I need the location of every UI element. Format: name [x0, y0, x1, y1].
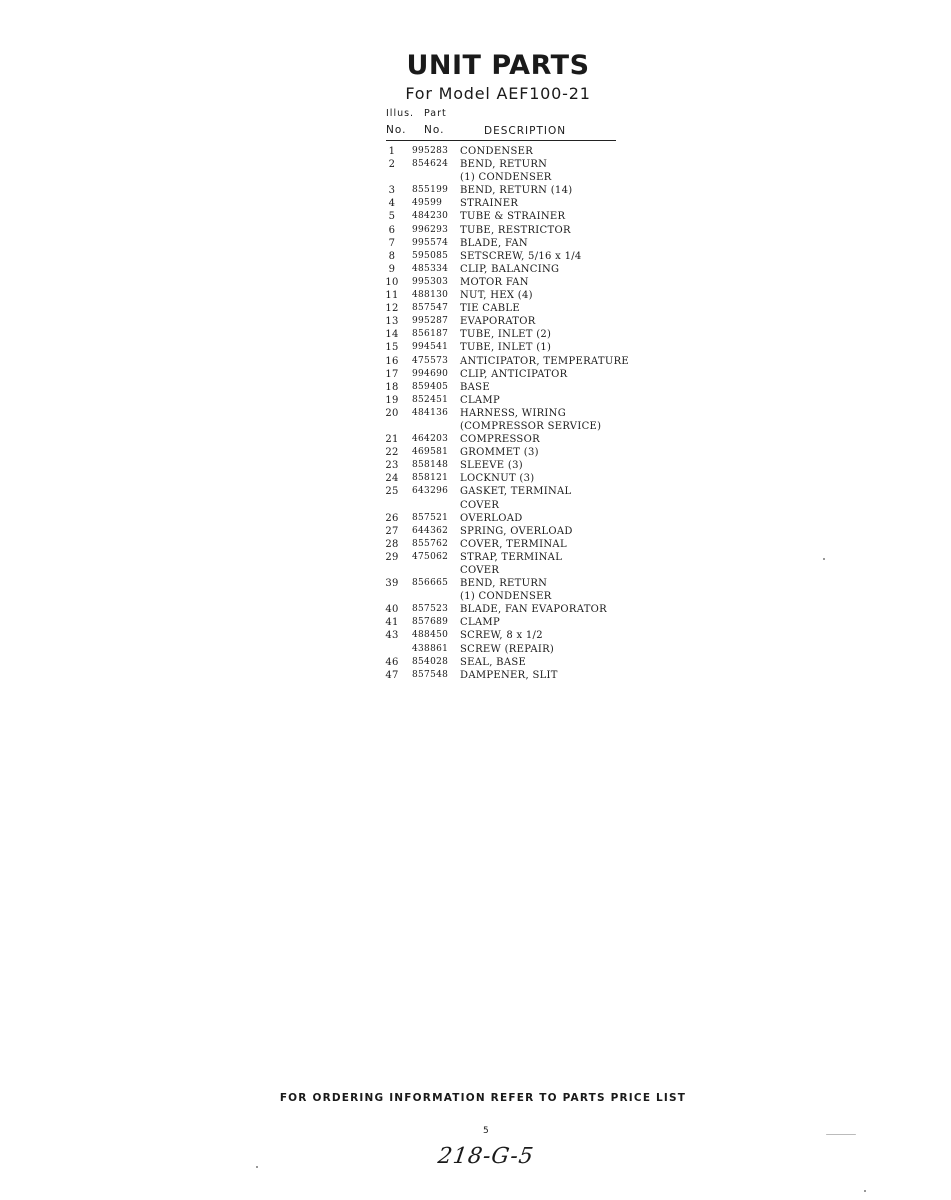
ordering-footer: FOR ORDERING INFORMATION REFER TO PARTS PRICE LIST: [279, 1092, 687, 1104]
illus-no: [380, 643, 404, 656]
description-header: DESCRIPTION: [484, 125, 567, 137]
illus-no: 10: [385, 276, 399, 288]
part-description: (COMPRESSOR SERVICE): [460, 420, 602, 432]
part-description: SLEEVE (3): [460, 460, 523, 472]
part-no: 994690: [412, 368, 449, 379]
page-title: UNIT PARTS: [406, 50, 590, 81]
part-description: COVER: [460, 499, 500, 511]
parts-row: [380, 237, 629, 250]
parts-row: [380, 210, 629, 223]
part-description: COVER, TERMINAL: [460, 538, 567, 550]
illus-no: [380, 564, 404, 577]
part-no: 488450: [412, 630, 449, 641]
illus-no: 43: [385, 630, 399, 642]
illus-no: 21: [385, 434, 399, 446]
parts-row: [380, 341, 629, 354]
part-no: 857523: [412, 604, 449, 615]
illus-no: [380, 499, 404, 512]
part-description: SETSCREW, 5/16 x 1/4: [460, 250, 582, 262]
scan-speck: [864, 1190, 866, 1192]
part-description: TUBE, RESTRICTOR: [460, 224, 571, 236]
part-no: 488130: [412, 290, 449, 301]
part-no: 644362: [412, 525, 449, 536]
parts-row: [380, 577, 629, 590]
parts-row: [380, 538, 629, 551]
part-no: 475573: [412, 355, 449, 366]
parts-row: [380, 381, 629, 394]
parts-row: [380, 158, 629, 171]
part-description: SEAL, BASE: [460, 656, 527, 668]
part-description: (1) CONDENSER: [460, 172, 552, 184]
part-no: 484136: [412, 407, 449, 418]
part-description: NUT, HEX (4): [460, 290, 533, 302]
part-no: 854028: [412, 656, 449, 667]
part-no: 994541: [412, 342, 449, 353]
scan-speck: [826, 1134, 856, 1135]
part-no: 855199: [412, 185, 449, 196]
illus-header: Illus.: [386, 108, 415, 119]
part-no: 857521: [412, 512, 449, 523]
part-no: 859405: [412, 381, 449, 392]
illus-no: 29: [385, 551, 399, 563]
illus-no: 26: [385, 512, 399, 524]
illus-no: 39: [385, 578, 399, 590]
illus-no-header: No.: [386, 124, 407, 136]
illus-no: 40: [385, 604, 399, 616]
part-no: 995303: [412, 276, 449, 287]
parts-row: [380, 656, 629, 669]
parts-row: [380, 446, 629, 459]
parts-row: [380, 276, 629, 289]
part-no: 995283: [412, 146, 449, 156]
part-no: 852451: [412, 394, 449, 405]
part-no: 464203: [412, 434, 449, 445]
part-description: EVAPORATOR: [460, 316, 536, 328]
parts-row: [380, 328, 629, 341]
part-description: BEND, RETURN: [460, 578, 548, 590]
part-description: CLAMP: [460, 394, 500, 406]
illus-no: 46: [385, 656, 399, 668]
illus-no: 15: [385, 342, 399, 354]
illus-no: 2: [388, 159, 396, 171]
parts-row: [380, 368, 629, 381]
parts-row: [380, 499, 629, 512]
parts-list: [380, 145, 629, 682]
part-no: 854624: [412, 159, 449, 170]
illus-no: 17: [385, 368, 399, 380]
parts-row: [380, 472, 629, 485]
part-description: (1) CONDENSER: [460, 591, 552, 603]
illus-no: 25: [385, 486, 399, 498]
part-description: COVER: [460, 565, 500, 576]
part-no-header: No.: [424, 124, 445, 136]
part-no: 643296: [412, 486, 449, 497]
illus-no: 28: [385, 538, 399, 550]
illus-no: 41: [385, 617, 399, 629]
illus-no: 19: [385, 394, 399, 406]
illus-no: 7: [388, 237, 396, 249]
illus-no: 9: [388, 263, 396, 275]
parts-row: [380, 224, 629, 237]
part-no: [404, 171, 454, 184]
parts-row: [380, 590, 629, 603]
parts-row: [380, 669, 629, 682]
part-description: DAMPENER, SLIT: [460, 669, 558, 681]
part-no: 857548: [412, 669, 449, 680]
part-no: 49599: [412, 198, 443, 209]
illus-no: [380, 171, 404, 184]
part-description: STRAP, TERMINAL: [460, 551, 563, 563]
part-description: CLIP, BALANCING: [460, 263, 560, 275]
part-description: HARNESS, WIRING: [460, 407, 566, 419]
header-rule: [386, 140, 616, 141]
part-no: 857547: [412, 303, 449, 314]
parts-row: [380, 302, 629, 315]
parts-row: [380, 407, 629, 420]
illus-no: 27: [385, 525, 399, 537]
part-no: 856187: [412, 329, 449, 340]
illus-no: 5: [388, 211, 396, 223]
part-description: MOTOR FAN: [460, 276, 529, 288]
part-no: 475062: [412, 551, 449, 562]
part-description: BLADE, FAN EVAPORATOR: [460, 604, 607, 616]
part-description: CLAMP: [460, 617, 500, 629]
parts-row: [380, 433, 629, 446]
illus-no: [380, 420, 404, 433]
parts-row: [380, 184, 629, 197]
part-description: GASKET, TERMINAL: [460, 486, 572, 498]
parts-row: [380, 459, 629, 472]
illus-no: 47: [385, 669, 399, 681]
illus-no: 13: [385, 316, 399, 328]
part-description: BASE: [460, 381, 490, 393]
part-description: LOCKNUT (3): [460, 473, 535, 485]
part-no: 856665: [412, 578, 449, 589]
parts-row: [380, 485, 629, 498]
part-no: [404, 564, 454, 577]
parts-row: [380, 145, 629, 158]
illus-no: 3: [388, 185, 396, 197]
parts-row: [380, 512, 629, 525]
part-no: 995574: [412, 237, 449, 248]
part-description: BLADE, FAN: [460, 237, 528, 249]
illus-no: 18: [385, 381, 399, 393]
part-description: SCREW (REPAIR): [460, 643, 555, 655]
parts-row: [380, 564, 629, 577]
part-description: SPRING, OVERLOAD: [460, 525, 573, 537]
part-description: TUBE, INLET (2): [460, 329, 552, 341]
part-no: [404, 590, 454, 603]
parts-row: [380, 525, 629, 538]
part-description: COMPRESSOR: [460, 434, 540, 446]
part-no: 857689: [412, 617, 449, 628]
illus-no: 11: [385, 290, 399, 302]
parts-row: [380, 315, 629, 328]
illus-no: 12: [385, 303, 399, 315]
parts-row: [380, 171, 629, 184]
part-no: 996293: [412, 224, 449, 235]
illus-no: 6: [388, 224, 396, 236]
parts-row: [380, 250, 629, 263]
part-no: 469581: [412, 447, 449, 458]
illus-no: [380, 590, 404, 603]
part-description: TIE CABLE: [460, 303, 520, 315]
scan-speck: [256, 1166, 258, 1168]
scan-speck: [823, 558, 825, 560]
parts-row: [380, 603, 629, 616]
part-description: SCREW, 8 x 1/2: [460, 630, 543, 642]
model-subtitle: For Model AEF100-21: [405, 84, 591, 103]
parts-row: [380, 420, 629, 433]
parts-row: [380, 289, 629, 302]
illus-no: 14: [385, 329, 399, 341]
illus-no: 1: [388, 146, 396, 157]
part-description: BEND, RETURN (14): [460, 185, 573, 197]
handwritten-note: 218-G-5: [436, 1144, 536, 1169]
part-no: 485334: [412, 263, 449, 274]
parts-row: [380, 551, 629, 564]
part-no: [404, 420, 454, 433]
part-description: ANTICIPATOR, TEMPERATURE: [460, 355, 630, 367]
illus-no: 16: [385, 355, 399, 367]
parts-row: [380, 394, 629, 407]
illus-no: 22: [385, 447, 399, 459]
parts-row: [380, 355, 629, 368]
part-description: OVERLOAD: [460, 512, 523, 524]
page-number: 5: [483, 1126, 489, 1136]
parts-row: [380, 263, 629, 276]
part-description: GROMMET (3): [460, 447, 539, 459]
illus-no: 20: [385, 407, 399, 419]
part-no: 484230: [412, 211, 449, 222]
parts-row: [380, 629, 629, 642]
part-description: BEND, RETURN: [460, 159, 548, 171]
part-no: 995287: [412, 316, 449, 327]
illus-no: 8: [388, 250, 396, 262]
parts-row: [380, 197, 629, 210]
part-no: [404, 499, 454, 512]
parts-row: [380, 616, 629, 629]
part-description: TUBE & STRAINER: [460, 211, 566, 223]
part-description: STRAINER: [460, 198, 519, 210]
illus-no: 4: [388, 198, 396, 210]
part-no: 858121: [412, 473, 449, 484]
part-no: 595085: [412, 250, 449, 261]
illus-no: 23: [385, 460, 399, 472]
part-description: TUBE, INLET (1): [460, 342, 552, 354]
part-description: CONDENSER: [460, 146, 534, 157]
part-no: 858148: [412, 460, 449, 471]
illus-no: 24: [385, 473, 399, 485]
parts-row: [380, 643, 629, 656]
part-header: Part: [424, 108, 447, 119]
part-no: 438861: [412, 643, 449, 654]
part-description: CLIP, ANTICIPATOR: [460, 368, 568, 380]
part-no: 855762: [412, 538, 449, 549]
